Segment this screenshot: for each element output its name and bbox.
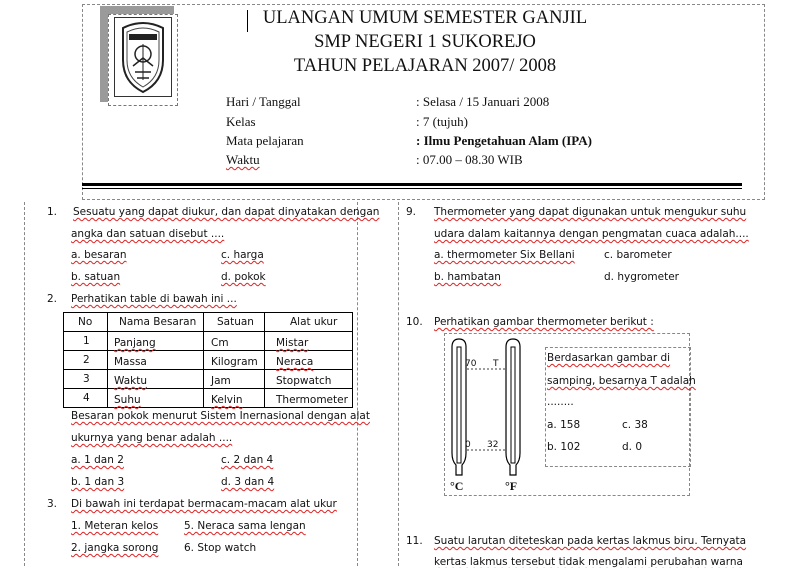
table-cell: Mistar <box>276 337 309 349</box>
emblem-shield-icon <box>115 18 171 96</box>
q9-option-a: a. thermometer Six Bellani <box>434 249 575 261</box>
school-name: SMP NEGERI 1 SUKOREJO <box>314 32 536 52</box>
q10-option-d: d. 0 <box>622 441 643 453</box>
q1-option-b: b. satuan <box>71 271 121 283</box>
table-cell: Neraca <box>276 356 314 368</box>
table-cell: Suhu <box>114 394 141 406</box>
thermometer-drawing <box>444 333 544 496</box>
q10-desc-line2: samping, besarnya T adalah <box>547 375 696 387</box>
table-divider <box>64 331 352 332</box>
table-header-tool: Alat ukur <box>290 316 338 328</box>
q9-option-b: b. hambatan <box>434 271 501 283</box>
table-divider <box>64 369 352 370</box>
q9-text-line2: udara dalam kaitannya dengan pengmatan cuaca adalah.... <box>434 228 749 240</box>
table-cell: Massa <box>114 356 147 368</box>
q3-item-5: 5. Neraca sama lengan <box>184 520 306 532</box>
mark-label-0: 0 <box>465 440 471 450</box>
q10-desc-line1: Berdasarkan gambar di <box>547 352 671 364</box>
table-cell: Cm <box>211 337 229 349</box>
mark-label-32: 32 <box>487 440 499 450</box>
table-cell: Jam <box>211 375 231 387</box>
table-divider <box>264 313 265 407</box>
table-cell: Thermometer <box>276 394 348 406</box>
fahrenheit-thermometer-icon <box>506 339 520 475</box>
table-cell: Panjang <box>114 337 156 349</box>
q1-number: 1. <box>47 206 58 218</box>
q2-after-line2: ukurnya yang benar adalah .... <box>71 432 233 444</box>
q2-text: Perhatikan table di bawah ini ... <box>71 293 237 305</box>
q10-number: 10. <box>406 316 423 328</box>
q2-number: 2. <box>47 293 58 305</box>
q1-option-d: d. pokok <box>221 271 266 283</box>
q10-option-c: c. 38 <box>622 419 648 431</box>
mark-label-t: T <box>493 359 499 369</box>
table-cell: 2 <box>83 354 90 366</box>
q9-number: 9. <box>406 206 417 218</box>
q1-option-c: c. harga <box>221 249 264 261</box>
q11-text-line1: Suatu larutan diteteskan pada kertas lakmus biru. Ternyata <box>434 535 747 547</box>
table-header-name: Nama Besaran <box>119 316 197 328</box>
q1-text-line2: angka dan satuan disebut .... <box>71 228 225 240</box>
table-cell: Stopwatch <box>276 375 332 387</box>
table-cell: Kilogram <box>211 356 258 368</box>
q9-option-d: d. hygrometer <box>604 271 679 283</box>
q1-text-line1: Sesuatu yang dapat diukur, dan dapat dinyatakan dengan <box>73 206 380 218</box>
info-label-time: Waktu <box>226 152 260 167</box>
mark-label-70: 70 <box>465 359 477 369</box>
q9-text-line1: Thermometer yang dapat digunakan untuk mengukur suhu <box>434 206 747 218</box>
q9-option-c: c. barometer <box>604 249 672 261</box>
q10-option-a: a. 158 <box>547 419 581 431</box>
q3-item-6: 6. Stop watch <box>184 542 257 554</box>
q2-option-a: a. 1 dan 2 <box>71 454 124 466</box>
info-label-day: Hari / Tanggal <box>226 94 301 109</box>
celsius-thermometer-icon <box>452 339 466 475</box>
table-header-unit: Satuan <box>217 316 254 328</box>
q2-option-d: d. 3 dan 4 <box>221 476 275 488</box>
q10-option-b: b. 102 <box>547 441 581 453</box>
table-cell: Waktu <box>114 375 147 387</box>
info-value-day: : Selasa / 15 Januari 2008 <box>416 94 550 109</box>
celsius-label: °C <box>450 479 464 493</box>
q3-text: Di bawah ini terdapat bermacam-macam alat ukur <box>71 498 337 510</box>
q11-number: 11. <box>406 535 423 547</box>
q11-text-line2: kertas lakmus tersebut tidak mengalami perubahan warna <box>434 556 743 568</box>
header-divider-thin <box>82 188 742 189</box>
info-label-subject: Mata pelajaran <box>226 133 304 148</box>
q1-option-a: a. besaran <box>71 249 127 261</box>
table-divider <box>64 388 352 389</box>
table-divider <box>64 350 352 351</box>
school-emblem-logo <box>114 17 172 97</box>
table-cell: 3 <box>83 373 90 385</box>
q3-number: 3. <box>47 498 58 510</box>
info-value-time: : 07.00 – 08.30 WIB <box>416 152 523 167</box>
q10-desc-line3: ........ <box>547 396 574 408</box>
q2-option-b: b. 1 dan 3 <box>71 476 125 488</box>
q3-item-1: 1. Meteran kelos <box>71 520 159 532</box>
q3-item-2: 2. jangka sorong <box>71 542 159 554</box>
exam-title: ULANGAN UMUM SEMESTER GANJIL <box>262 8 588 28</box>
info-value-class: : 7 (tujuh) <box>416 114 468 129</box>
measurement-table <box>63 312 353 408</box>
table-cell: 1 <box>83 335 90 347</box>
q2-option-c: c. 2 dan 4 <box>221 454 274 466</box>
table-divider <box>203 313 204 407</box>
header-divider-thick <box>82 183 742 186</box>
q2-after-line1: Besaran pokok menurut Sistem Inernasional dengan alat <box>71 410 370 422</box>
info-value-subject: : Ilmu Pengetahuan Alam (IPA) <box>416 133 592 148</box>
table-cell: Kelvin <box>211 394 243 406</box>
table-divider <box>107 313 108 407</box>
info-label-class: Kelas <box>226 114 256 129</box>
q10-text: Perhatikan gambar thermometer berikut : <box>434 316 654 328</box>
fahrenheit-label: °F <box>505 479 518 493</box>
table-header-no: No <box>78 316 93 328</box>
table-cell: 4 <box>83 392 90 404</box>
academic-year: TAHUN PELAJARAN 2007/ 2008 <box>293 56 557 76</box>
